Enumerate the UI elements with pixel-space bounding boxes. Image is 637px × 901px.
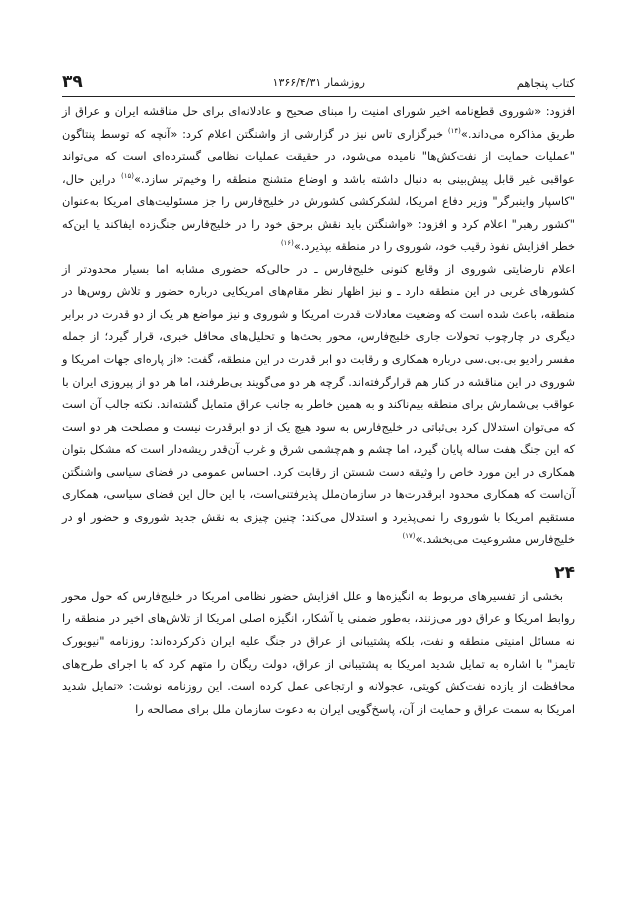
header-divider [62,96,575,97]
book-title: کتاب پنجاهم [516,76,575,90]
page-header [62,74,575,96]
paragraph-1 [62,100,575,258]
section-paragraph: بخشی از تفسیرهای مربوط به انگیزه‌ها و علل افزایش حضور نظامی امریکا در خلیج‌فارس که حول محور روابط امریکا و عراق دور می‌زنند، به‌طور ضمنی یا آشکار، انگیزه اصلی امریکا از تلاش‌های اخیر در منطقه را نه مسائل امنیتی منطقه و نفت، بلکه پشتیبانی از عراق در جنگ علیه ایران ذکرکرده‌اند: روزنامه "نیویورک تایمز" با اشاره به تمایل شدید امریکا به پشتیبانی از عراق، دولت ریگان را متهم کرد که با اجرای طرح‌های محافظت از یازده نفت‌کش کویتی، عجولانه و ارتجاعی عمل کرده است. این روزنامه نوشت: «تمایل شدید امریکا به سمت عراق و حمایت از آن، پاسخ‌گویی ایران به دعوت سازمان ملل برای مصالحه را [62,588,575,716]
footnote-ref-14: (۱۴) [447,126,461,135]
page-number: ۳۹ [62,72,83,92]
paragraph-2-text: اعلام نارضایتی شوروی از وقایع کنونی خلیج‌فارس ـ در حالی‌که حضوری مشابه اما بسیار محدودتر از کشورهای غربی در این منطقه دارد ـ و نیز اظهار نظر مقام‌های امریکایی درباره حضور و تلاش روس‌ها در منطقه، باعث شده است که وضعیت معادلات قدرت امریکا و شوروی و نیز مواضع هر یک از دو قدرت در برابر دیگری در چارچوب تحولات جاری خلیج‌فارس، محور بحث‌ها و تحلیل‌های محافل خبری، قرار گیرد؛ از جمله مفسر رادیو بی.بی.سی درباره همکاری و رقابت دو ابر قدرت در این منطقه، گفت: «از پاره‌ای جهات امریکا و شوروی در این مناقشه در کنار هم قرارگرفته‌اند. گرچه هر دو می‌گویند بی‌طرفند، اما هر دو از پیروزی ایران با عواقب بی‌شمارش برای منطقه بیم‌ناکند و به همین خاطر به جانب عراق متمایل گشته‌اند. نکته جالب آن است که می‌توان استدلال کرد بی‌ثباتی در خلیج‌فارس به سود هیچ یک از دو ابرقدرت نیست و مصلحت هر دو است که این جنگ هفت ساله پایان گیرد، اما چشم و هم‌چشمی شرق و غرب آن‌قدر ریشه‌دار است که مشکل بتوان همکاری در این مورد خاص را وثیقه دست شستن از رقابت کرد. احساس عمومی در فضای سیاسی واشنگتن آن‌است که همکاری محدود ابرقدرت‌ها در سازمان‌ملل پذیرفتنی‌است، با این حال این فضای سیاسی، همکاری مستقیم امریکا با شوروی را نمی‌پذیرد و استدلال می‌کند: چنین چیزی به نقش جدید شوروی و حضور او در خلیج‌فارس مشروعیت می‌بخشد.» [62,261,575,547]
header-date: روزشمار ۱۳۶۶/۴/۳۱ [272,76,365,89]
section-number: ۲۴ [554,562,575,583]
paragraph-1-part-3: دراین حال، "کاسپار واینبرگر" وزیر دفاع امریکا، لشکرکشی کشورش در خلیج‌فارس را جز مسئولیت‌های امریکا به‌عنوان "کشور رهبر" اعلام کرد و افزود: «واشنگتن باید نقش برحق خود را در خلیج‌فارس جنگ‌زده ایفاکند یا این‌که خطر افزایش نفوذ رقیب خود، شوروی را در منطقه بپذیرد.» [62,171,575,254]
footnote-ref-16: (۱۶) [280,239,294,248]
paragraph-1-part-1: افزود: «شوروی قطع‌نامه اخیر شورای امنیت را مبنای صحیح و عادلانه‌ای برای حل مناقشه ایران و عراق از طریق مذاکره می‌داند.» [62,104,575,141]
page-body [62,100,575,720]
footnote-ref-15: (۱۵) [120,171,134,180]
paragraph-2 [62,258,575,551]
paragraph-1-part-2: خبرگزاری تاس نیز در گزارشی از واشنگتن اعلام کرد: «آنچه که توسط پنتاگون "عملیات حمایت از نفت‌کش‌ها" نامیده می‌شود، در حقیقت عملیات نظامی گسترده‌ای است که می‌تواند عواقبی غیر قابل پیش‌بینی به دنبال داشته باشد و اوضاع متشنج منطقه را وخیم‌تر سازد.» [62,126,575,186]
footnote-ref-17: (۱۷) [402,532,416,541]
